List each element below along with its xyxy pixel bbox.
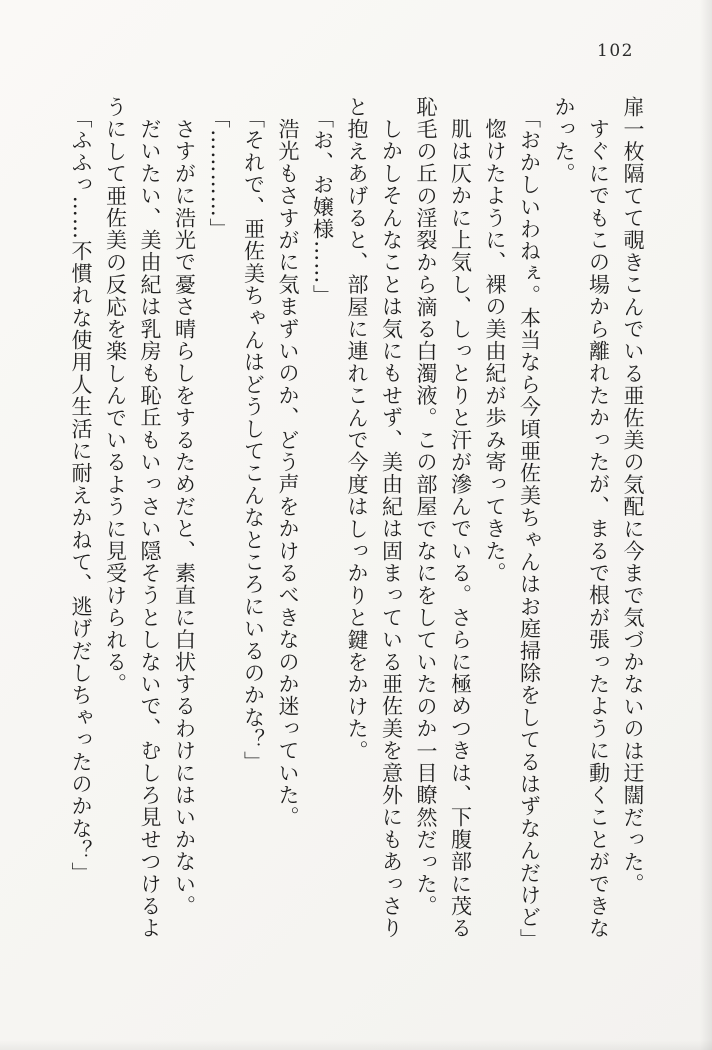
paragraph: だいたい、美由紀は乳房も恥丘もいっさい隠そうとしないで、むしろ見せつけるようにして亜佐美の反応を楽しんでいるように見受けられる。 [103,96,162,940]
page-edge-shadow-bottom [0,1040,712,1050]
body-text [62,96,650,954]
page-number: 102 [597,41,634,61]
paragraph: 「ふふっ……不慣れな使用人生活に耐えかねて、逃げだしちゃったのかな？」 [69,107,93,884]
paragraph: 肌は仄かに上気し、しっとりと汗が滲んでいる。さらに極めつきは、下腹部に茂る恥毛の丘の淫裂から滴る白濁液。この部屋でなにをしていたのか一目瞭然だった。 [414,96,473,940]
paragraph: 浩光もさすがに気まずいのか、どう声をかけるべきなのか迷っていた。 [276,118,300,829]
paragraph: 「それで、亜佐美ちゃんはどうしてこんなところにいるのかな？」 [241,107,266,773]
paragraph: 「おかしいわねぇ。本当なら今頃亜佐美ちゃんはお庭掃除をしてるはずなんだけど」 [517,107,542,951]
page-edge-shadow-right [700,0,712,1050]
paragraph: さすがに浩光で憂さ晴らしをするためだと、素直に白状するわけにはいかない。 [172,118,197,918]
paragraph: 「お、お嬢様……」 [310,107,335,307]
paragraph: 惚けたように、裸の美由紀が歩み寄ってきた。 [483,118,507,585]
paragraph: 「…………」 [207,107,231,241]
paragraph: すぐにでもこの場から離れたかったが、まるで根が張ったように動くことができなかった。 [552,96,611,940]
paragraph: しかしそんなことは気にもせず、美由紀は固まっている亜佐美を意外にもあっさりと抱えあげると、部屋に連れこんで今度はしっかりと鍵をかけた。 [345,96,404,940]
paragraph: 扉一枚隔てて覗きこんでいる亜佐美の気配に今まで気づかないのは迂闊だった。 [621,96,645,896]
